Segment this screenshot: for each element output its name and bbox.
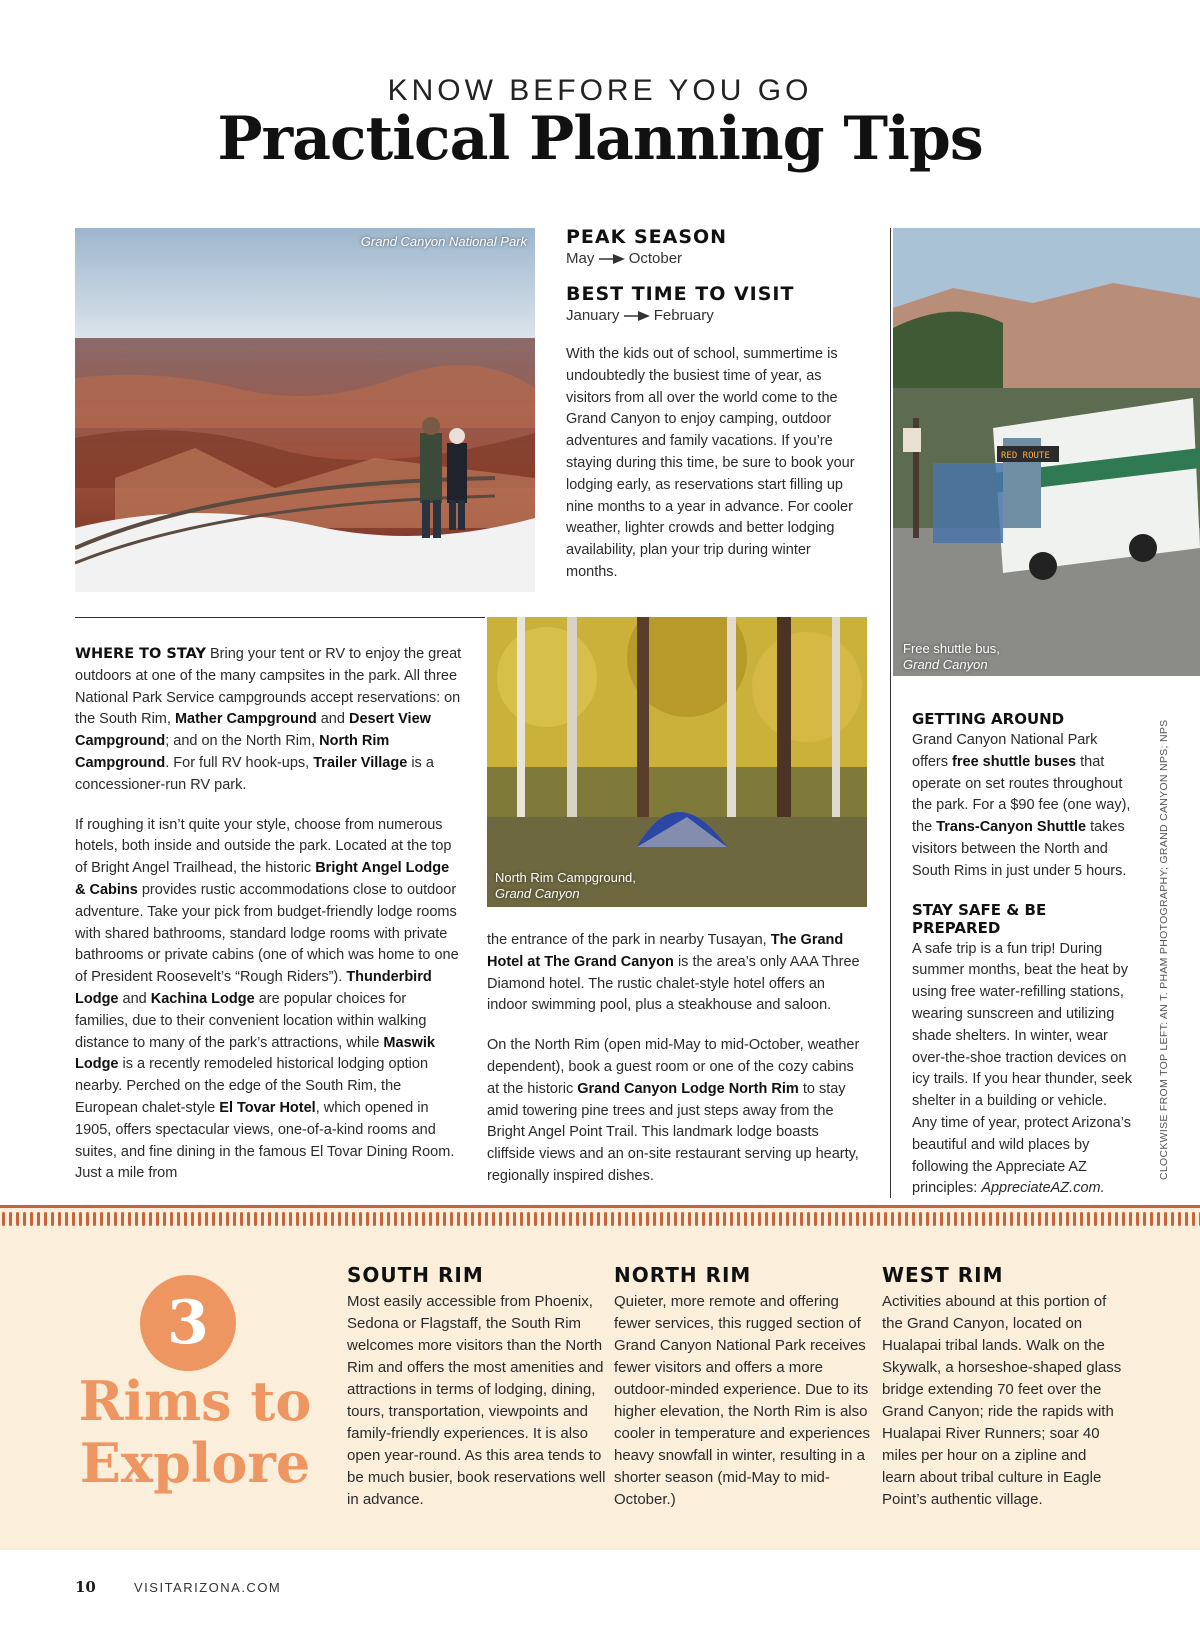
divider	[890, 228, 891, 1198]
appreciate-az-link[interactable]: AppreciateAZ.com.	[981, 1180, 1105, 1197]
best-time-heading: BEST TIME TO VISIT	[566, 283, 795, 305]
west-rim-text: Activities abound at this portion of the Grand Canyon, located on Hualapai tribal lands. Walk on the Skywalk, a horseshoe-shaped glass bridge extending 70 feet over the Grand Canyon; ride the rapids with Hualapai River Runners; soar 40 miles per hour on a zipline and learn about tribal culture in Eagle Point’s authentic village.	[882, 1293, 1122, 1508]
getting-around-heading: GETTING AROUND	[912, 710, 1065, 728]
decorative-fringe	[0, 1205, 1200, 1235]
divider	[75, 617, 485, 618]
shuttle-bus-photo	[893, 228, 1200, 676]
peak-season-heading: PEAK SEASON	[566, 226, 728, 248]
svg-text:RED ROUTE: RED ROUTE	[1001, 451, 1050, 461]
rims-count-badge: 3	[140, 1275, 236, 1371]
page-number: 10	[75, 1578, 96, 1596]
canyon-photo-caption: Grand Canyon National Park	[360, 234, 527, 249]
section-kicker: KNOW BEFORE YOU GO	[387, 74, 813, 107]
where-to-stay-block	[75, 644, 463, 1185]
north-rim-text: Quieter, more remote and offering fewer services, this rugged section of Grand Canyon National Park receives fewer visitors and offers a more outdoor-minded experience. Due to its higher elevation, the North Rim is also cooler in temperature and experiences heavy snowfall in winter, resulting in a shorter season (mid-May to mid-October.)	[614, 1293, 870, 1508]
where-to-stay-heading: WHERE TO STAY	[75, 646, 206, 662]
photo-credit: CLOCKWISE FROM TOP LEFT: AN T. PHAM PHOTOGRAPHY; GRAND CANYON NPS; NPS	[1158, 719, 1170, 1180]
rims-title: Rims to Explore	[78, 1369, 312, 1495]
west-rim-column	[882, 1263, 1122, 1511]
best-time-range: January February	[566, 307, 714, 324]
stay-safe-text: A safe trip is a fun trip! During summer months, beat the heat by using free water-refilling stations, wearing sunscreen and utilizing shade shelters. In winter, wear over-the-shoe traction devices on icy trails. If you hear thunder, seek shelter in a building or vehicle. Any time of year, protect Arizona’s beautiful and wild places by following the Appreciate AZ principles: AppreciateAZ.com.	[912, 940, 1133, 1197]
shuttle-bus-caption: Free shuttle bus, Grand Canyon	[903, 641, 1000, 672]
arrow-right-icon	[599, 254, 625, 264]
canyon-photo	[75, 228, 535, 592]
middle-column	[487, 930, 867, 1188]
arrow-right-icon	[624, 311, 650, 321]
south-rim-column	[347, 1263, 607, 1511]
seasons-block	[566, 226, 866, 584]
where-to-stay-p2: If roughing it isn’t quite your style, choose from numerous hotels, both inside and outside the park. Located at the top of Bright Angel Trailhead, the historic Bright Angel Lodge & Cabins provides rustic accommodations close to outdoor adventure. Take your pick from budget-friendly lodge rooms with shared bathrooms, standard lodge rooms with private bathrooms or private cabins (one of which was home to one of President Roosevelt’s “Rough Riders”). Thunderbird Lodge and Kachina Lodge are popular choices for families, due to their convenient location within walking distance to many of the park’s attractions, while Maswik Lodge is a recently remodeled historical lodging option nearby. Perched on the edge of the South Rim, the European chalet-style El Tovar Hotel, which opened in 1905, offers spectacular views, one-of-a-kind rooms and suites, and fine dining in the famous El Tovar Dining Room. Just a mile from	[75, 816, 459, 1182]
site-link[interactable]: VISITARIZONA.COM	[134, 1580, 282, 1595]
stay-safe-heading: STAY SAFE & BE PREPARED	[912, 900, 1047, 937]
north-rim-column	[614, 1263, 874, 1511]
north-rim-heading: NORTH RIM	[614, 1263, 752, 1287]
where-to-stay-p1: WHERE TO STAY Bring your tent or RV to enjoy the great outdoors at one of the many campsites in the park. All three National Park Service campgrounds accept reservations: on the South Rim, Mather Campground and Desert View Campground; and on the North Rim, North Rim Campground. For full RV hook-ups, Trailer Village is a concessioner-run RV park.	[75, 646, 462, 793]
page-title: Practical Planning Tips	[217, 104, 983, 174]
campground-photo	[487, 617, 867, 907]
campground-caption: North Rim Campground, Grand Canyon	[495, 870, 636, 901]
north-rim-lodge-paragraph: On the North Rim (open mid-May to mid-October, weather dependent), book a guest room or one of the cozy cabins at the historic Grand Canyon Lodge North Rim to stay amid towering pine trees and just steps away from the Bright Angel Point Trail. This landmark lodge boasts cliffside views and an on-site restaurant serving up hearty, regionally inspired dishes.	[487, 1037, 860, 1184]
getting-around-text: Grand Canyon National Park offers free shuttle buses that operate on set routes throughout the park. For a $90 fee (one way), the Trans-Canyon Shuttle takes visitors between the North and South Rims in just under 5 hours.	[912, 732, 1131, 879]
west-rim-heading: WEST RIM	[882, 1263, 1004, 1287]
peak-season-range: May October	[566, 250, 683, 267]
south-rim-heading: SOUTH RIM	[347, 1263, 484, 1287]
right-column	[912, 710, 1134, 1200]
seasons-paragraph: With the kids out of school, summertime is undoubtedly the busiest time of year, as visitors from all over the world come to the Grand Canyon to enjoy camping, outdoor adventures and family vacations. If you’re staying during this time, be sure to book your lodging early, as reservations start filling up nine months to a year in advance. For cooler weather, lighter crowds and better lodging availability, plan your trip during winter months.	[566, 346, 855, 580]
south-rim-text: Most easily accessible from Phoenix, Sedona or Flagstaff, the South Rim welcomes more visitors than the North Rim and offers the most amenities and attractions in terms of lodging, dining, tours, transportation, viewpoints and family-friendly experiences. It is also open year-round. As this area tends to be much busier, book reservations well in advance.	[347, 1293, 606, 1508]
grand-hotel-paragraph: the entrance of the park in nearby Tusayan, The Grand Hotel at The Grand Canyon is the area’s only AAA Three Diamond hotel. The rustic chalet-style hotel offers an indoor swimming pool, plus a steakhouse and saloon.	[487, 932, 860, 1014]
